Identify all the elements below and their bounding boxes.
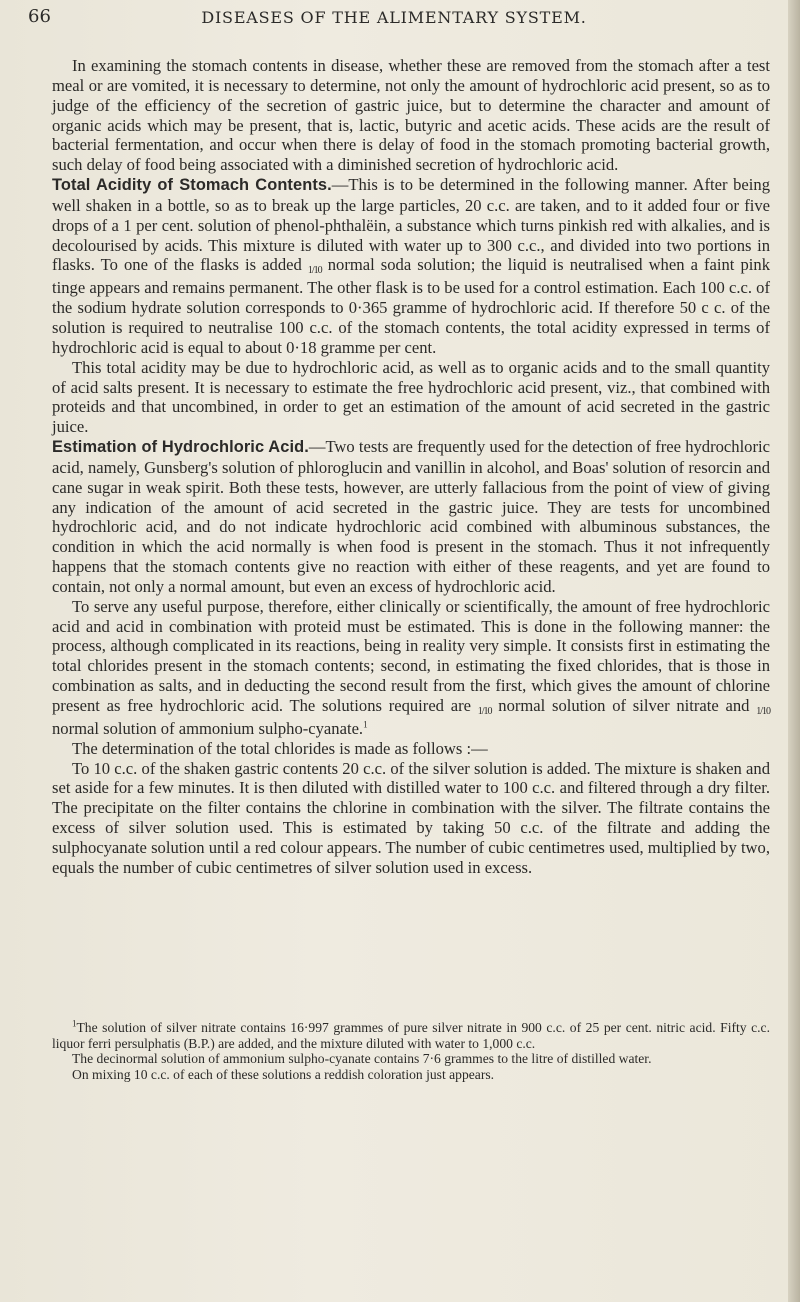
- estimation-text-2c: normal solution of ammonium sulpho-cyanate.: [52, 718, 364, 738]
- footnote-reference: 1: [363, 719, 368, 730]
- footnotes: [52, 1020, 770, 1082]
- total-acidity-text-a: —This is to be determined in the following manner. After being well shaken in a bottle, so as to break up the large particles, 20 c.c. are taken, and to it added four or five drops of a 1 per cent. solution of phenol-phthalëin, a substance which turns pinkish red with alkalies, and is decolourised by acids. This mixture is diluted with water up to 300 c.c., and divided into two portions in flasks. To one of the flasks is added: [52, 175, 770, 275]
- fraction-tenth-cyanate: 1/10: [756, 706, 771, 717]
- total-acidity-text-b: normal soda solution; the liquid is neutralised when a faint pink tinge appears and remains permanent. The other flask is to be used for a control estimation. Each 100 c.c. of the sodium hydrate solution corresponds to 0·365 gramme of hydrochloric acid. If therefore 50 c c. of the solution is required to neutralise 100 c.c. of the stomach contents, the total acidity expressed in terms of hydrochloric acid is equal to about 0·18 gramme per cent.: [52, 255, 770, 357]
- section-heading-total-acidity: Total Acidity of Stomach Contents.: [52, 176, 332, 195]
- footnote-3: On mixing 10 c.c. of each of these solutions a reddish coloration just appears.: [72, 1066, 495, 1082]
- body-text: [52, 56, 770, 878]
- estimation-text-2a: To serve any useful purpose, therefore, either clinically or scientifically, the amount of free hydrochloric acid and acid in combination with proteid must be estimated. This is done in the following manner: the process, although complicated in its reactions, being in reality very simple. It consists first in estimating the total chlorides present in the stomach contents; second, in estimating the fixed chlorides, that is those in combination as salts, and in deducting the second result from the first, which gives the amount of chlorine present as free hydrochloric acid. The solutions required are: [52, 596, 770, 715]
- estimation-text-1: —Two tests are frequently used for the detection of free hydrochloric acid, namely, Gunsberg's solution of phloroglucin and vanillin in alcohol, and Boas' solution of resorcin and cane sugar in weak spirit. Both these tests, however, are utterly fallacious from the point of view of giving any indication of the amount of acid secreted in the gastric juice. They are tests for uncombined hydrochloric acid, and do not indicate hydrochloric acid combined with albuminous substances, the condition in which the acid normally is when food is present in the stomach. Thus it not infrequently happens that the stomach contents give no reaction with either of these reagents, and yet are found to contain, not only a normal amount, but even an excess of hydrochloric acid.: [52, 437, 770, 596]
- section-heading-estimation: Estimation of Hydrochloric Acid.: [52, 438, 309, 457]
- paragraph-intro: In examining the stomach contents in disease, whether these are removed from the stomach after a test meal or are vomited, it is necessary to determine, not only the amount of hydrochloric acid present, so as to judge of the efficiency of the secretion of gastric juice, but to determine the character and amount of organic acids which may be present, that is, lactic, butyric and acetic acids. These acids are the result of bacterial fermentation, and occur when there is delay of food in the stomach promoting bacterial growth, such delay of food being associated with a diminished secretion of hydrochloric acid.: [52, 56, 770, 175]
- paragraph-total-acidity-2: This total acidity may be due to hydrochloric acid, as well as to organic acids and to the small quantity of acid salts present. It is necessary to estimate the free hydrochloric acid present, viz., that combined with proteids and that uncombined, in order to get an estimation of the amount of acid secreted in the gastric juice.: [52, 357, 770, 437]
- footnote-1: [52, 1020, 770, 1051]
- page-edge-shadow: [788, 0, 800, 1302]
- paragraph-estimation-2: [52, 597, 770, 739]
- fraction-tenth: 1/10: [307, 265, 322, 277]
- running-title: DISEASES OF THE ALIMENTARY SYSTEM.: [201, 8, 587, 27]
- page-header: [28, 6, 760, 32]
- paragraph-determination-2: To 10 c.c. of the shaken gastric contents 20 c.c. of the silver solution is added. The mixture is shaken and set aside for a few minutes. It is then diluted with distilled water to 100 c.c. and filtered through a dry filter. The precipitate on the filter contains the chlorine in combination with the silver. The filtrate contains the excess of silver solution used. This is estimated by taking 50 c.c. of the filtrate and adding the sulphocyanate solution until a red colour appears. The number of cubic centimetres used, multiplied by two, equals the number of cubic centimetres of silver solution used in excess.: [52, 758, 770, 877]
- footnote-2: The decinormal solution of ammonium sulpho-cyanate contains 7·6 grammes to the litre of distilled water.: [72, 1051, 652, 1067]
- paragraph-estimation-hcl: [52, 437, 770, 597]
- footnote-mark: 1: [72, 1018, 77, 1029]
- paragraph-determination-1: The determination of the total chlorides is made as follows :—: [72, 738, 488, 758]
- footnote-1-text: The solution of silver nitrate contains 16·997 grammes of pure silver nitrate in 900 c.c. of 25 per cent. nitric acid. Fifty c.c. liquor ferri persulphatis (B.P.) are added, and the mixture diluted with water to 1,000 c.c.: [52, 1020, 770, 1051]
- fraction-tenth-silver: 1/10: [477, 706, 492, 717]
- page-number: 66: [28, 6, 51, 27]
- estimation-text-2b: normal solution of silver nitrate and: [498, 696, 750, 715]
- paragraph-total-acidity: [52, 175, 770, 358]
